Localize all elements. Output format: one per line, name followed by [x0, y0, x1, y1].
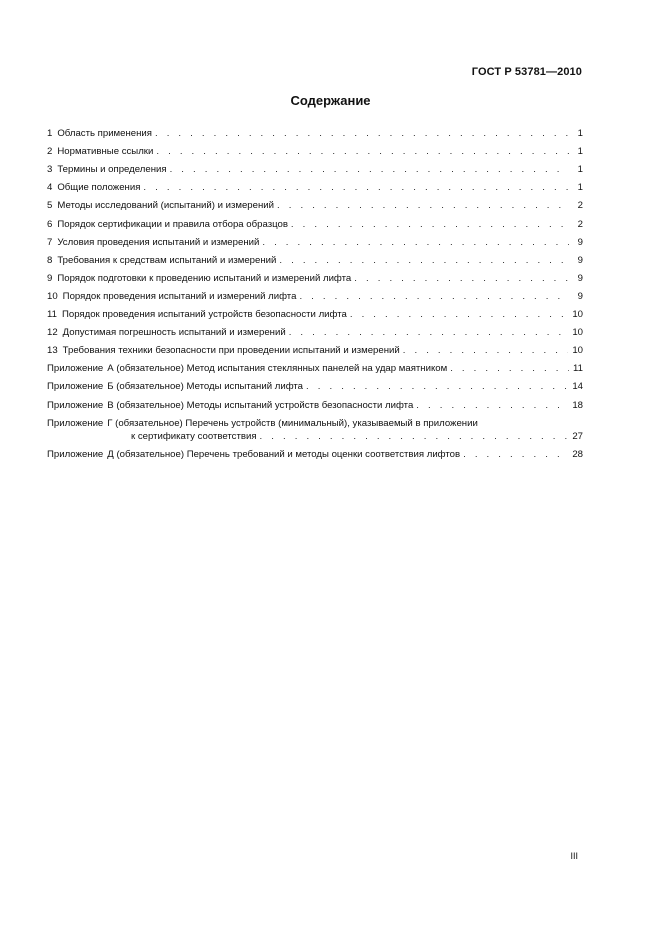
toc-entry[interactable] — [47, 122, 583, 140]
toc-page: 1 — [577, 128, 583, 140]
toc-page: 10 — [572, 327, 583, 339]
toc-number: 10 — [47, 290, 58, 302]
appendix-label: Д (обязательное) Перечень требований и методы оценки соответствия лифтов — [107, 448, 461, 460]
toc-page: 1 — [577, 164, 583, 176]
leader-dots — [156, 146, 569, 158]
toc-number: 2 — [47, 146, 53, 158]
appendix-prefix: Приложение — [47, 363, 104, 375]
leader-dots — [170, 164, 569, 176]
toc-entry[interactable] — [47, 140, 583, 158]
leader-dots — [299, 291, 569, 303]
toc-page: 9 — [577, 236, 583, 248]
toc-entry[interactable] — [47, 176, 583, 194]
leader-dots — [155, 128, 569, 140]
leader-dots — [277, 200, 569, 212]
toc-page: 10 — [572, 309, 583, 321]
toc-number: 7 — [47, 236, 53, 248]
toc-entry[interactable] — [47, 303, 583, 321]
toc-label: Методы исследований (испытаний) и измерений — [57, 200, 274, 212]
toc-entry[interactable] — [47, 249, 583, 267]
appendix-label: Г (обязательное) Перечень устройств (минимальный), указываемый в приложении — [107, 417, 478, 429]
toc-number: 11 — [47, 309, 57, 321]
toc-number: 8 — [47, 254, 53, 266]
toc-label: Область применения — [57, 128, 152, 140]
toc-label: Порядок подготовки к проведению испытаний и измерений лифта — [57, 272, 352, 284]
appendix-entry[interactable] — [47, 375, 583, 393]
toc-entry[interactable] — [47, 231, 583, 249]
appendix-entry[interactable] — [47, 412, 583, 443]
toc-label: Допустимая погрешность испытаний и измерений — [62, 327, 286, 339]
toc-number: 6 — [47, 218, 53, 230]
toc-label: Порядок проведения испытаний устройств безопасности лифта — [61, 309, 347, 321]
toc-page: 10 — [572, 345, 583, 357]
leader-dots — [463, 449, 568, 461]
appendix-prefix: Приложение — [47, 381, 104, 393]
toc-number: 9 — [47, 272, 53, 284]
toc-number: 5 — [47, 200, 53, 212]
toc-entry[interactable] — [47, 212, 583, 230]
toc-number: 3 — [47, 164, 53, 176]
leader-dots — [143, 182, 569, 194]
toc-entry[interactable] — [47, 321, 583, 339]
toc-label: Нормативные ссылки — [57, 146, 154, 158]
page-number: III — [570, 851, 578, 861]
page-title: Содержание — [290, 93, 371, 108]
toc-number: 1 — [47, 128, 53, 140]
appendix-label-continuation: к сертификату соответствия — [131, 430, 257, 442]
leader-dots — [403, 345, 569, 357]
appendix-page: 28 — [572, 448, 583, 460]
toc-entry[interactable] — [47, 158, 583, 176]
appendix-label: А (обязательное) Метод испытания стеклянных панелей на удар маятником — [107, 363, 448, 375]
appendix-page: 14 — [572, 381, 583, 393]
toc-entry[interactable] — [47, 267, 583, 285]
toc-page: 9 — [577, 254, 583, 266]
toc-entry[interactable] — [47, 285, 583, 303]
leader-dots — [350, 309, 568, 321]
toc-number: 13 — [47, 345, 58, 357]
appendix-label: Б (обязательное) Методы испытаний лифта — [107, 381, 304, 393]
toc-page: 1 — [577, 182, 583, 194]
appendix-entry[interactable] — [47, 443, 583, 461]
toc-label: Порядок проведения испытаний и измерений лифта — [62, 290, 297, 302]
leader-dots — [291, 219, 569, 231]
table-of-contents — [47, 122, 583, 461]
leader-dots — [306, 381, 568, 393]
toc-page: 2 — [577, 218, 583, 230]
appendix-entry[interactable] — [47, 393, 583, 411]
toc-label: Порядок сертификации и правила отбора образцов — [57, 218, 288, 230]
toc-number: 4 — [47, 182, 53, 194]
leader-dots — [450, 363, 569, 375]
leader-dots — [416, 400, 568, 412]
leader-dots — [262, 237, 569, 249]
toc-page: 9 — [577, 290, 583, 302]
leader-dots — [354, 273, 569, 285]
toc-page: 2 — [577, 200, 583, 212]
leader-dots — [289, 327, 569, 339]
appendix-prefix: Приложение — [47, 417, 104, 429]
appendix-prefix: Приложение — [47, 399, 104, 411]
appendix-entry[interactable] — [47, 357, 583, 375]
appendix-label: В (обязательное) Методы испытаний устройств безопасности лифта — [107, 399, 414, 411]
toc-page: 9 — [577, 272, 583, 284]
toc-entry[interactable] — [47, 194, 583, 212]
leader-dots — [260, 431, 569, 443]
toc-label: Требования к средствам испытаний и измерений — [57, 254, 277, 266]
toc-entry[interactable] — [47, 339, 583, 357]
appendix-page: 27 — [572, 430, 583, 442]
toc-label: Термины и определения — [57, 164, 167, 176]
toc-label: Общие положения — [57, 182, 141, 194]
appendix-page: 18 — [572, 399, 583, 411]
appendix-prefix: Приложение — [47, 448, 104, 460]
toc-label: Требования техники безопасности при проведении испытаний и измерений — [62, 345, 400, 357]
toc-label: Условия проведения испытаний и измерений — [57, 236, 260, 248]
appendix-page: 11 — [573, 363, 583, 375]
standard-code: ГОСТ Р 53781—2010 — [471, 66, 582, 78]
leader-dots — [279, 255, 569, 267]
toc-number: 12 — [47, 327, 58, 339]
toc-page: 1 — [577, 146, 583, 158]
